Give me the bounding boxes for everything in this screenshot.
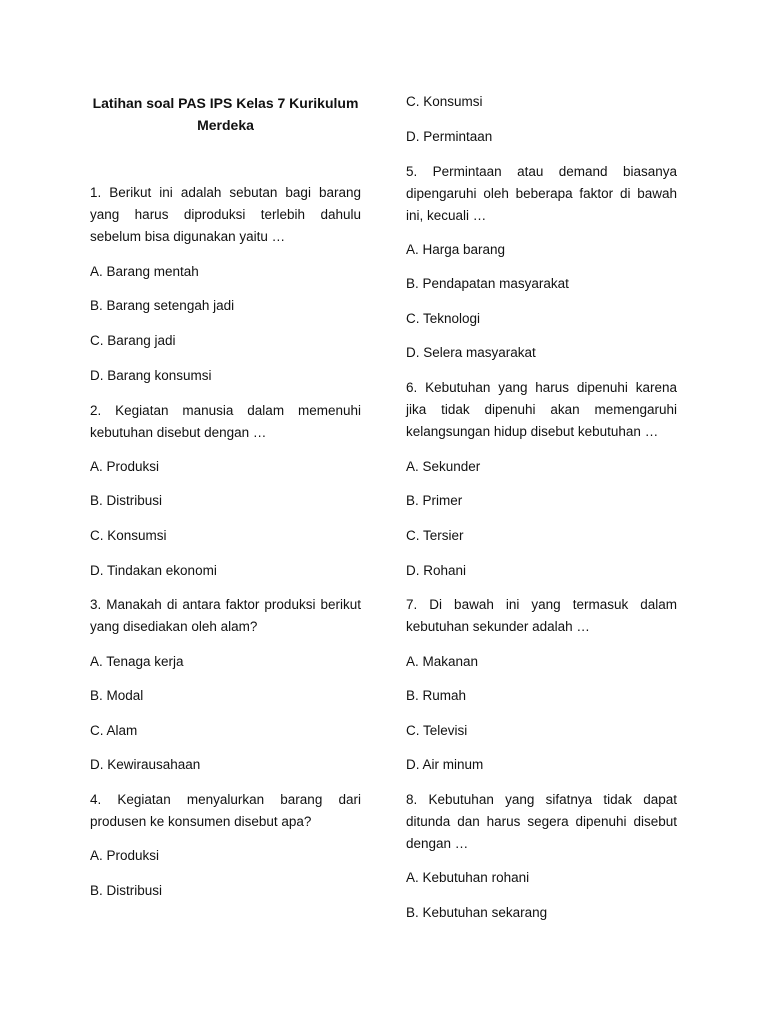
question-1-option-b: B. Barang setengah jadi bbox=[90, 298, 235, 313]
question-2-option-b: B. Distribusi bbox=[90, 493, 163, 508]
question-4-option-c: C. Konsumsi bbox=[406, 94, 483, 109]
question-5-option-d: D. Selera masyarakat bbox=[406, 345, 536, 360]
question-5-option-b: B. Pendapatan masyarakat bbox=[406, 276, 569, 291]
question-4-option-a: A. Produksi bbox=[90, 848, 160, 863]
question-2-option-a: A. Produksi bbox=[90, 459, 160, 474]
question-1-option-d: D. Barang konsumsi bbox=[90, 368, 212, 383]
question-1-text: 1. Berikut ini adalah sebutan bagi barang yang harus diproduksi terlebih dahulu sebelum bisa digunakan yaitu … bbox=[90, 185, 361, 244]
question-4-option-d: D. Permintaan bbox=[406, 129, 493, 144]
question-3-option-a: A. Tenaga kerja bbox=[90, 654, 184, 669]
question-1-option-a: A. Barang mentah bbox=[90, 264, 199, 279]
title-line-1: Latihan soal PAS IPS Kelas 7 Kurikulum bbox=[92, 95, 359, 111]
question-6-option-c: C. Tersier bbox=[406, 528, 464, 543]
question-6-option-a: A. Sekunder bbox=[406, 459, 481, 474]
question-4-option-b: B. Distribusi bbox=[90, 883, 163, 898]
question-6-option-b: B. Primer bbox=[406, 493, 463, 508]
question-2-option-c: C. Konsumsi bbox=[90, 528, 167, 543]
question-8-text: 8. Kebutuhan yang sifatnya tidak dapat ditunda dan harus segera dipenuhi disebut dengan … bbox=[406, 792, 677, 851]
question-7-option-a: A. Makanan bbox=[406, 654, 479, 669]
question-5-option-c: C. Teknologi bbox=[406, 311, 481, 326]
question-3-text: 3. Manakah di antara faktor produksi berikut yang disediakan oleh alam? bbox=[90, 597, 361, 634]
question-6-option-d: D. Rohani bbox=[406, 563, 467, 578]
question-7-option-b: B. Rumah bbox=[406, 688, 467, 703]
question-7-option-d: D. Air minum bbox=[406, 757, 484, 772]
question-4-text: 4. Kegiatan menyalurkan barang dari produsen ke konsumen disebut apa? bbox=[90, 792, 361, 829]
question-7-option-c: C. Televisi bbox=[406, 723, 468, 738]
question-3-option-c: C. Alam bbox=[90, 723, 138, 738]
question-1-option-c: C. Barang jadi bbox=[90, 333, 176, 348]
question-3-option-d: D. Kewirausahaan bbox=[90, 757, 201, 772]
question-3-option-b: B. Modal bbox=[90, 688, 144, 703]
document-title bbox=[90, 92, 361, 136]
question-2-text: 2. Kegiatan manusia dalam memenuhi kebutuhan disebut dengan … bbox=[90, 403, 361, 440]
question-5-option-a: A. Harga barang bbox=[406, 242, 506, 257]
question-8-option-a: A. Kebutuhan rohani bbox=[406, 870, 530, 885]
question-7-text: 7. Di bawah ini yang termasuk dalam kebutuhan sekunder adalah … bbox=[406, 597, 677, 634]
question-8-option-b: B. Kebutuhan sekarang bbox=[406, 905, 548, 920]
question-6-text: 6. Kebutuhan yang harus dipenuhi karena jika tidak dipenuhi akan memengaruhi kelangsungan hidup disebut kebutuhan … bbox=[406, 380, 677, 439]
question-2-option-d: D. Tindakan ekonomi bbox=[90, 563, 217, 578]
title-line-2: Merdeka bbox=[197, 117, 254, 133]
question-5-text: 5. Permintaan atau demand biasanya dipengaruhi oleh beberapa faktor di bawah ini, kecuali … bbox=[406, 164, 677, 223]
